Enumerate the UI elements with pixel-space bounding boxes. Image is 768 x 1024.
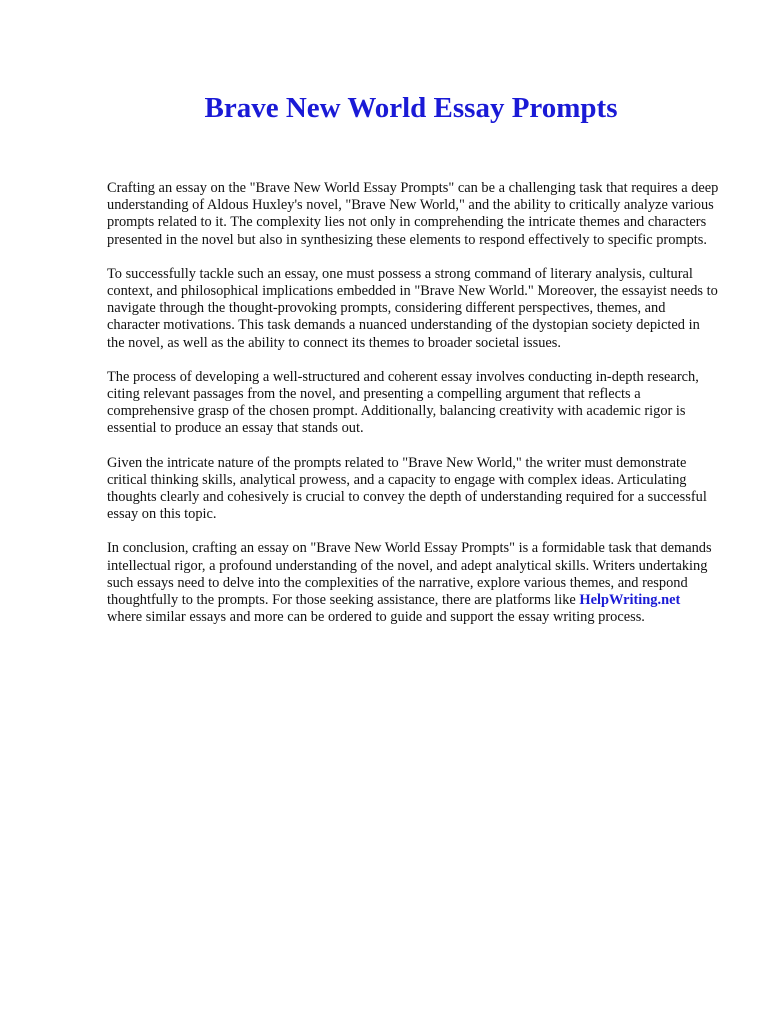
page-title: Brave New World Essay Prompts [204, 92, 618, 124]
paragraph-4: Given the intricate nature of the prompts related to "Brave New World," the writer must demonstrate critical thinking skills, analytical prowess, and a capacity to engage with complex ideas. Articulating thoughts clearly and cohesively is crucial to convey the depth of understanding required for a successful essay on this topic. [107, 454, 707, 523]
paragraph-2: To successfully tackle such an essay, one must possess a strong command of literary analysis, cultural context, and philosophical implications embedded in "Brave New World." Moreover, the essayist needs to navigate through the thought-provoking prompts, considering different perspectives, themes, and character motivations. This task demands a nuanced understanding of the dystopian society depicted in the novel, as well as the ability to connect its themes to broader societal issues. [107, 265, 718, 351]
conclusion-text-before-link: In conclusion, crafting an essay on "Brave New World Essay Prompts" is a formidable task that demands intellectual rigor, a profound understanding of the novel, and adept analytical skills. Writers undertaking such essays need to delve into the complexities of the narrative, explore various themes, and respond thoughtfully to the prompts. For those seeking assistance, there are platforms like [107, 540, 712, 609]
conclusion-text-after-link: where similar essays and more can be ordered to guide and support the essay writing process. [107, 609, 645, 626]
helpwriting-link[interactable]: HelpWriting.net [579, 592, 681, 609]
essay-body [107, 180, 719, 643]
paragraph-3: The process of developing a well-structured and coherent essay involves conducting in-depth research, citing relevant passages from the novel, and presenting a compelling argument that reflects a comprehensive grasp of the chosen prompt. Additionally, balancing creativity with academic rigor is essential to produce an essay that stands out. [107, 368, 699, 437]
paragraph-conclusion [107, 540, 719, 626]
paragraph-1: Crafting an essay on the "Brave New World Essay Prompts" can be a challenging task that requires a deep understanding of Aldous Huxley's novel, "Brave New World," and the ability to critically analyze various prompts related to it. The complexity lies not only in comprehending the intricate themes and characters presented in the novel but also in synthesizing these elements to respond effectively to specific prompts. [107, 180, 719, 248]
